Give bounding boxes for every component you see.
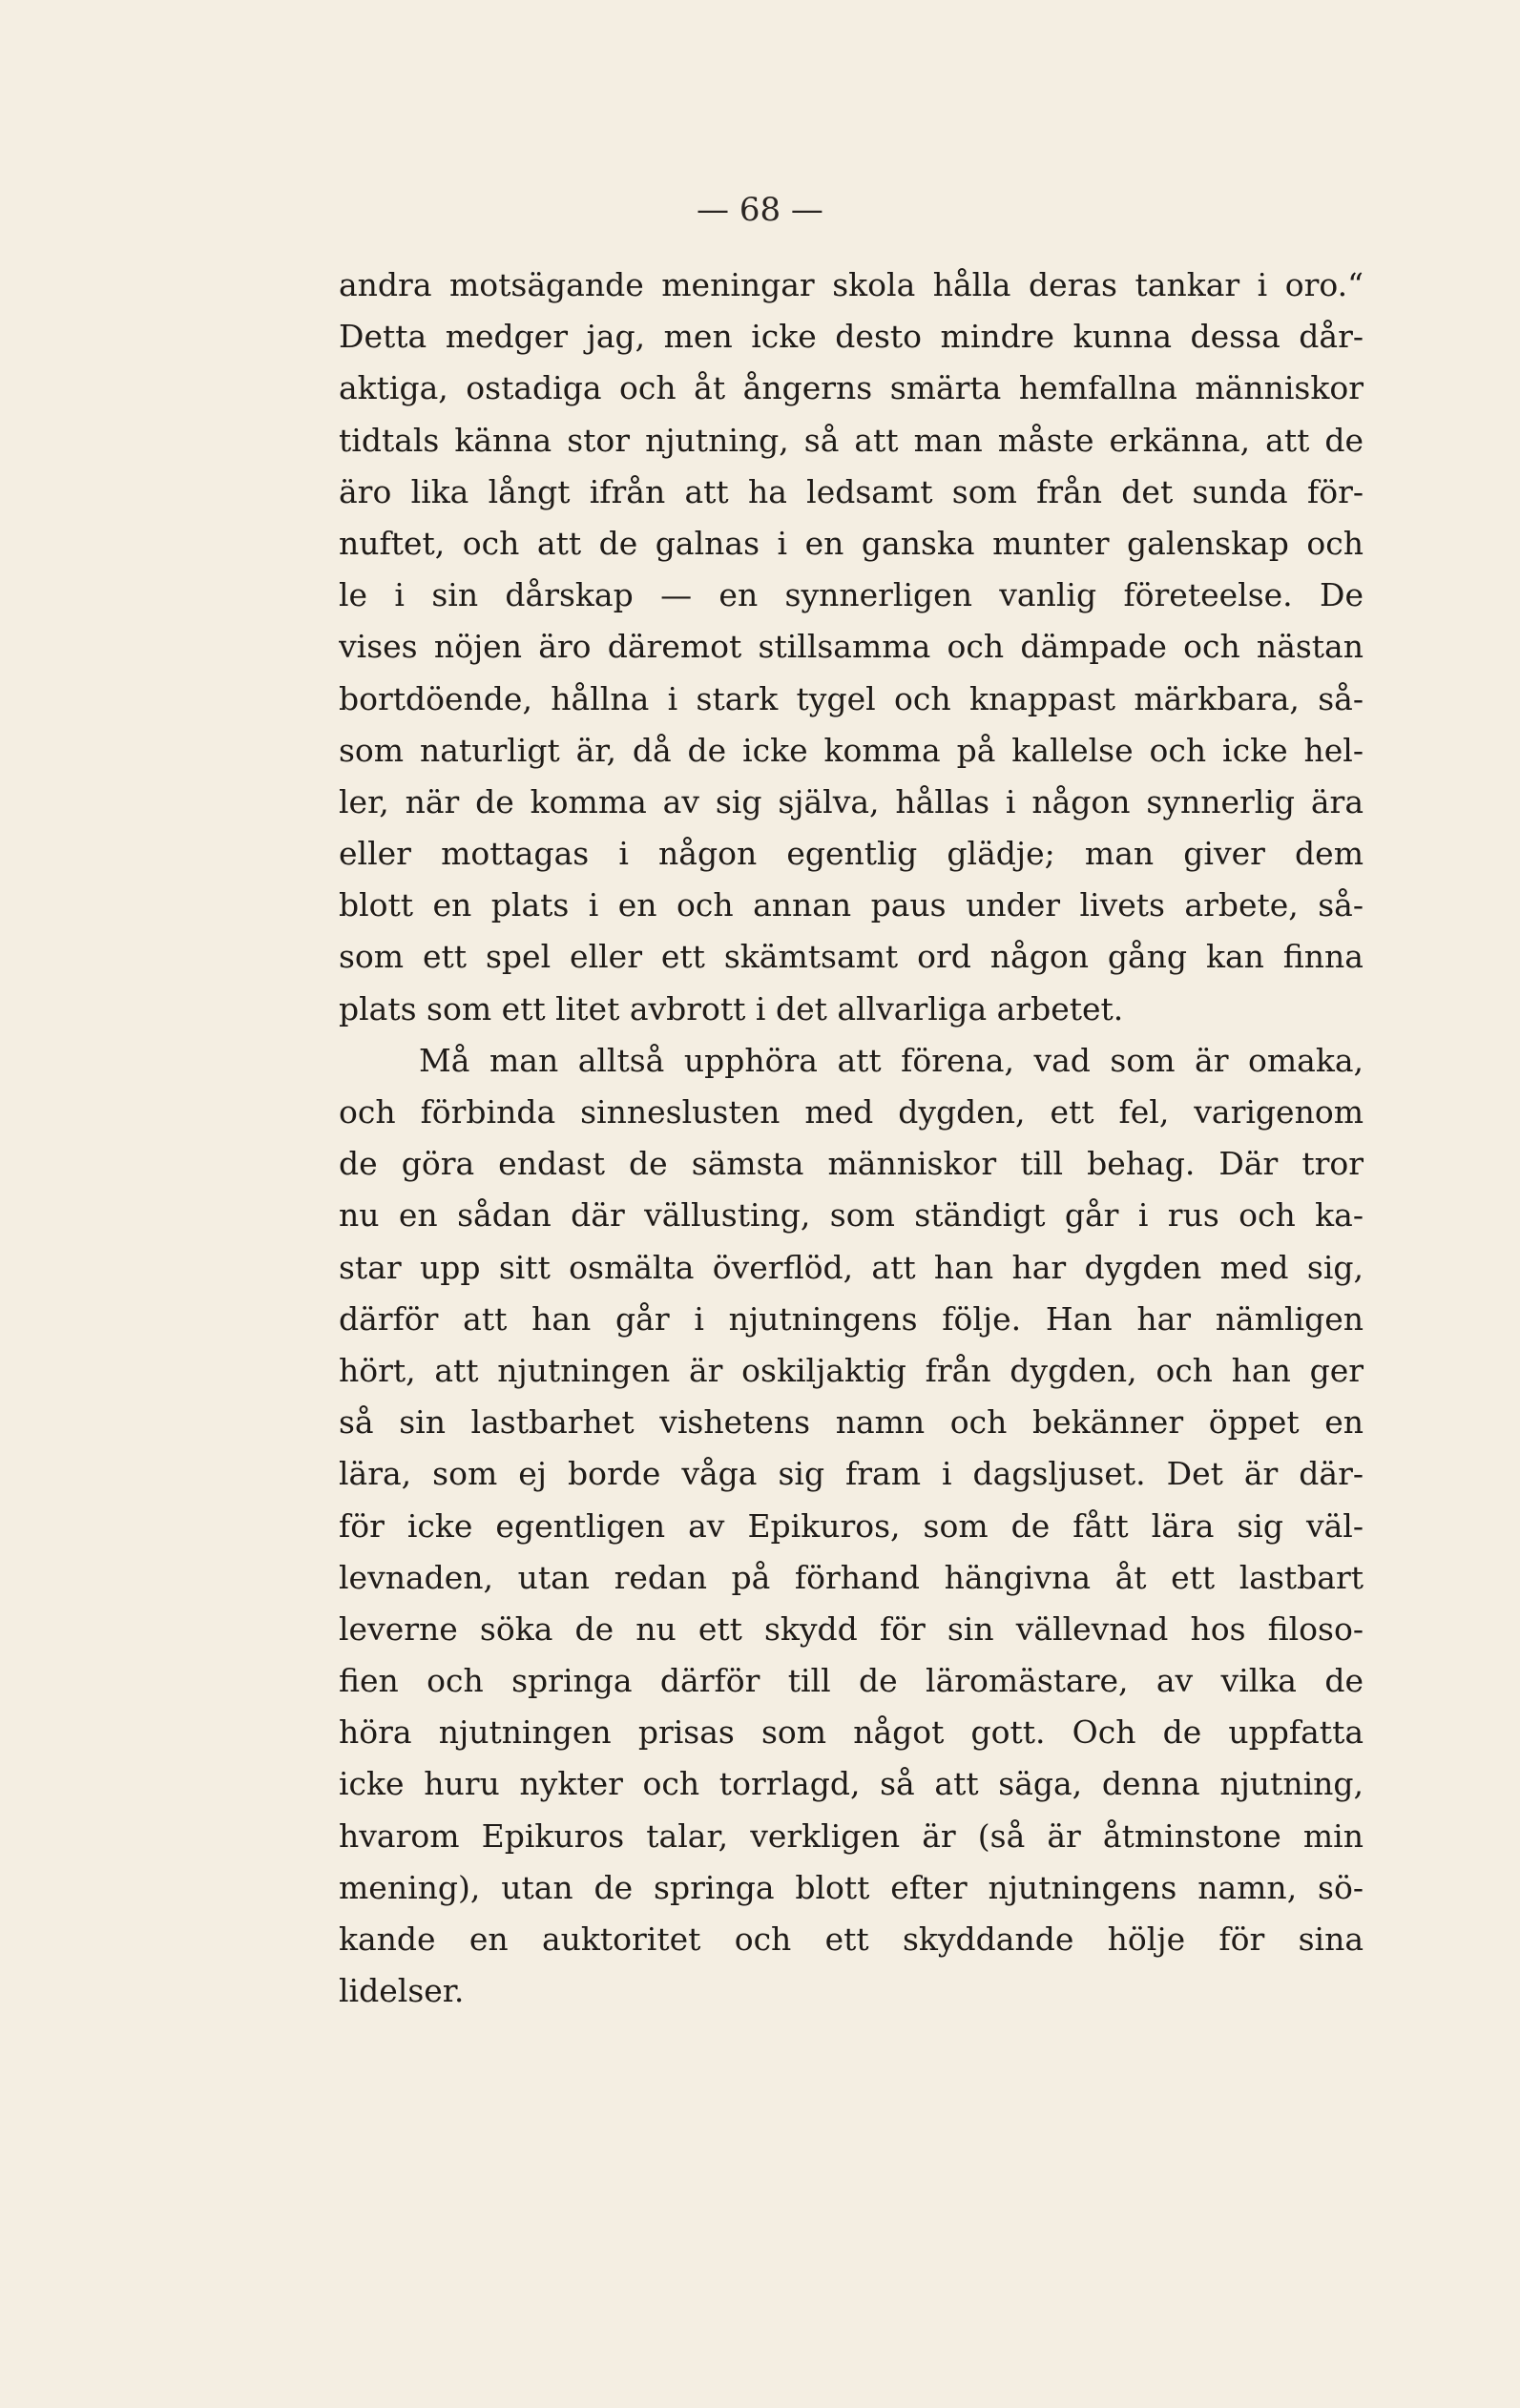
text-line: som naturligt är, då de icke komma på kallelse och icke hel-	[339, 731, 1364, 769]
text-line: icke huru nykter och torrlagd, så att säga, denna njutning,	[339, 1765, 1364, 1803]
text-line: fien och springa därför till de läromästare, av vilka de	[339, 1662, 1364, 1700]
text-line: bortdöende, hållna i stark tygel och knappast märkbara, så-	[339, 679, 1364, 717]
text-line: andra motsägande meningar skola hålla deras tankar i oro.“	[339, 266, 1364, 303]
body-text	[339, 259, 1364, 2017]
text-line: hört, att njutningen är oskiljaktig från dygden, och han ger	[339, 1351, 1364, 1389]
text-line: för icke egentligen av Epikuros, som de fått lära sig väl-	[339, 1506, 1364, 1545]
text-line: därför att han går i njutningens följe. Han har nämligen	[339, 1299, 1364, 1338]
text-line: hvarom Epikuros talar, verkligen är (så är åtminstone min	[339, 1816, 1364, 1855]
text-line: eller mottagas i någon egentlig glädje; man giver dem	[339, 835, 1364, 873]
text-line: tidtals känna stor njutning, så att man måste erkänna, att de	[339, 421, 1364, 459]
text-line: höra njutningen prisas som något gott. Och de uppfatta	[339, 1713, 1364, 1752]
text-line: nu en sådan där vällusting, som ständigt går i rus och ka-	[339, 1196, 1364, 1235]
text-line: aktiga, ostadiga och åt ångerns smärta hemfallna människor	[339, 369, 1364, 407]
text-line: och förbinda sinneslusten med dygden, ett fel, varigenom	[339, 1093, 1364, 1131]
paragraph-start-line: Må man alltså upphöra att förena, vad som är omaka,	[419, 1041, 1364, 1079]
text-line: leverne söka de nu ett skydd för sin vällevnad hos filoso-	[339, 1609, 1364, 1648]
text-line: lära, som ej borde våga sig fram i dagsljuset. Det är där-	[339, 1455, 1364, 1493]
text-line: som ett spel eller ett skämtsamt ord någon gång kan finna	[339, 938, 1364, 976]
text-line: äro lika långt ifrån att ha ledsamt som från det sunda för-	[339, 472, 1364, 510]
text-line: så sin lastbarhet vishetens namn och bekänner öppet en	[339, 1403, 1364, 1442]
text-line: kande en auktoritet och ett skyddande hölje för sina	[339, 1920, 1364, 1958]
text-line: star upp sitt osmälta överflöd, att han har dygden med sig,	[339, 1248, 1364, 1286]
text-line: vises nöjen äro däremot stillsamma och dämpade och nästan	[339, 628, 1364, 666]
text-line: ler, när de komma av sig själva, hållas i någon synnerlig ära	[339, 782, 1364, 820]
text-line: de göra endast de sämsta människor till behag. Där tror	[339, 1145, 1364, 1183]
text-line: lidelser.	[339, 1972, 465, 2010]
text-line: le i sin dårskap — en synnerligen vanlig företeelse. De	[339, 576, 1364, 614]
text-line: blott en plats i en och annan paus under livets arbete, så-	[339, 886, 1364, 924]
text-line: mening), utan de springa blott efter njutningens namn, sö-	[339, 1868, 1364, 1906]
text-line: nuftet, och att de galnas i en ganska munter galenskap och	[339, 524, 1364, 562]
text-line: plats som ett litet avbrott i det allvarliga arbetet.	[339, 989, 1124, 1028]
text-line: Detta medger jag, men icke desto mindre kunna dessa dår-	[339, 318, 1364, 356]
page-number: — 68 —	[697, 191, 823, 229]
text-line: levnaden, utan redan på förhand hängivna åt ett lastbart	[339, 1558, 1364, 1596]
